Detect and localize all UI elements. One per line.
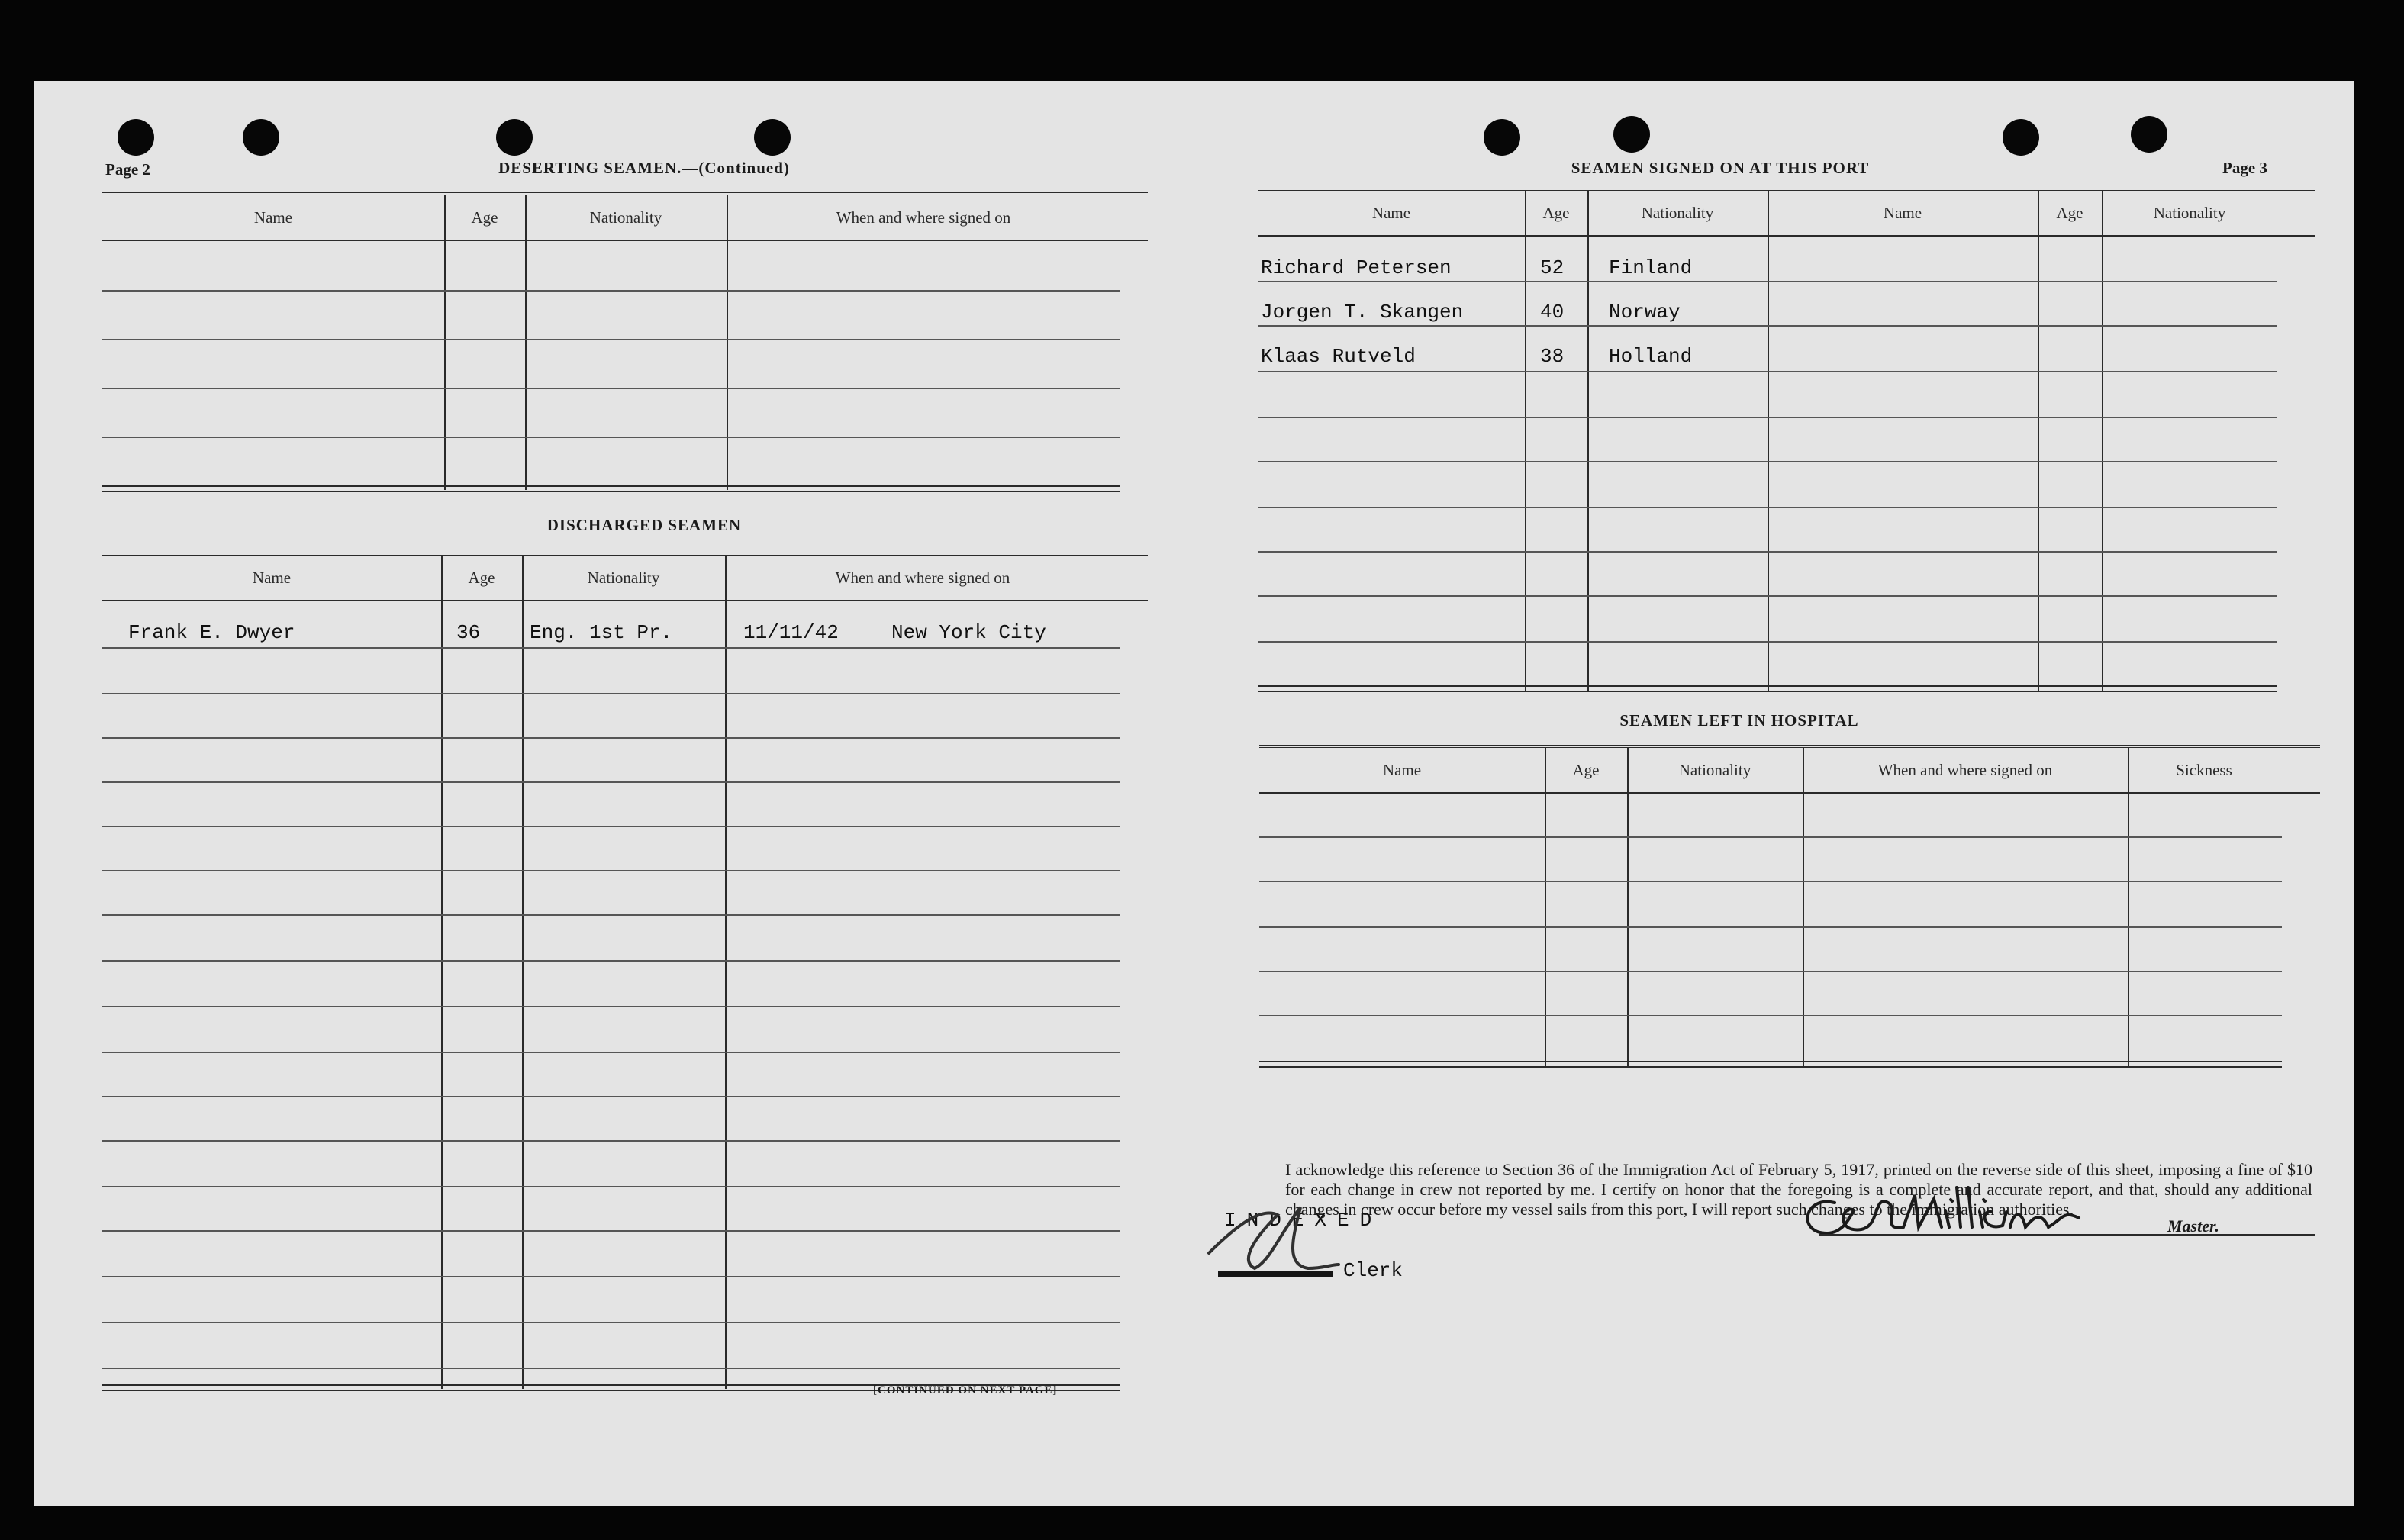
seaman-age: 38 [1540, 345, 1565, 368]
column-header-name-2: Name [1883, 203, 1922, 222]
seaman-age: 36 [456, 621, 481, 644]
column-header-nationality: Nationality [589, 208, 662, 227]
column-header-signed-on: When and where signed on [1877, 760, 2053, 779]
clerk-initials [1194, 1192, 1346, 1284]
discharged-seamen-title: DISCHARGED SEAMEN [546, 516, 742, 534]
column-header-name: Name [1371, 203, 1411, 222]
column-header-name: Name [1382, 760, 1422, 779]
seaman-age: 52 [1540, 256, 1565, 279]
table-row [1258, 301, 2277, 325]
column-header-age: Age [1572, 760, 1600, 779]
column-header-name: Name [252, 568, 292, 587]
column-header-name: Name [253, 208, 293, 227]
seaman-nationality: Norway [1609, 301, 1681, 324]
seaman-name: Richard Petersen [1261, 256, 1452, 279]
column-header-age-2: Age [2056, 203, 2083, 222]
signed-on-title: SEAMEN SIGNED ON AT THIS PORT [1571, 159, 1870, 177]
seaman-name: Frank E. Dwyer [128, 621, 295, 644]
table-row [1258, 345, 2277, 369]
column-header-nationality: Nationality [1641, 203, 1714, 222]
column-header-nationality: Nationality [587, 568, 660, 587]
punch-hole [243, 119, 279, 156]
discharged-seamen-table [102, 553, 1148, 1395]
column-header-signed-on: When and where signed on [835, 568, 1010, 587]
punch-hole [496, 119, 533, 156]
deserting-seamen-title: DESERTING SEAMEN.—(Continued) [498, 159, 790, 177]
column-header-signed-on: When and where signed on [836, 208, 1011, 227]
seaman-nationality: Eng. 1st Pr. [530, 621, 673, 644]
page-number-right: Page 3 [2222, 159, 2267, 177]
column-header-age: Age [1542, 203, 1570, 222]
punch-hole [2131, 116, 2167, 153]
punch-hole [1613, 116, 1650, 153]
continued-note: [CONTINUED ON NEXT PAGE] [873, 1384, 1058, 1397]
seaman-name: Klaas Rutveld [1261, 345, 1416, 368]
column-header-age: Age [468, 568, 495, 587]
table-row [1258, 256, 2277, 281]
clerk-label: Clerk [1343, 1259, 1403, 1282]
page-number-left: Page 2 [105, 160, 150, 179]
seaman-nationality: Finland [1609, 256, 1693, 279]
signed-on-place: New York City [891, 621, 1046, 644]
document-sheet [34, 81, 2354, 1506]
hospital-title: SEAMEN LEFT IN HOSPITAL [1619, 711, 1859, 730]
hospital-table [1259, 745, 2320, 1081]
master-signature [1789, 1165, 2323, 1248]
column-header-nationality: Nationality [1678, 760, 1751, 779]
column-header-nationality-2: Nationality [2153, 203, 2226, 222]
master-label: Master. [2167, 1216, 2219, 1236]
signed-on-date: 11/11/42 [743, 621, 839, 644]
deserting-seamen-table [102, 192, 1148, 495]
seaman-nationality: Holland [1609, 345, 1693, 368]
punch-hole [1484, 119, 1520, 156]
certification-text: I acknowledge this reference to Section 36 of the Immigration Act of February 5, 1917, printed on the reverse side of this sheet, imposing a fine of $10 for each change in crew not reported by me. I certify on honor that the foregoing is a complete and accurate report, and that, should any additional changes in crew occur before my vessel sails from this port, I will report such changes to the immigration authorities. [1285, 1160, 2312, 1219]
punch-hole [754, 119, 791, 156]
signed-on-table [1258, 188, 2315, 774]
punch-hole [2003, 119, 2039, 156]
seaman-name: Jorgen T. Skangen [1261, 301, 1464, 324]
seaman-age: 40 [1540, 301, 1565, 324]
indexed-stamp: INDEXED [1224, 1209, 1383, 1232]
column-header-sickness: Sickness [2176, 760, 2232, 779]
table-row [102, 621, 1120, 646]
column-header-age: Age [471, 208, 498, 227]
punch-hole [118, 119, 154, 156]
